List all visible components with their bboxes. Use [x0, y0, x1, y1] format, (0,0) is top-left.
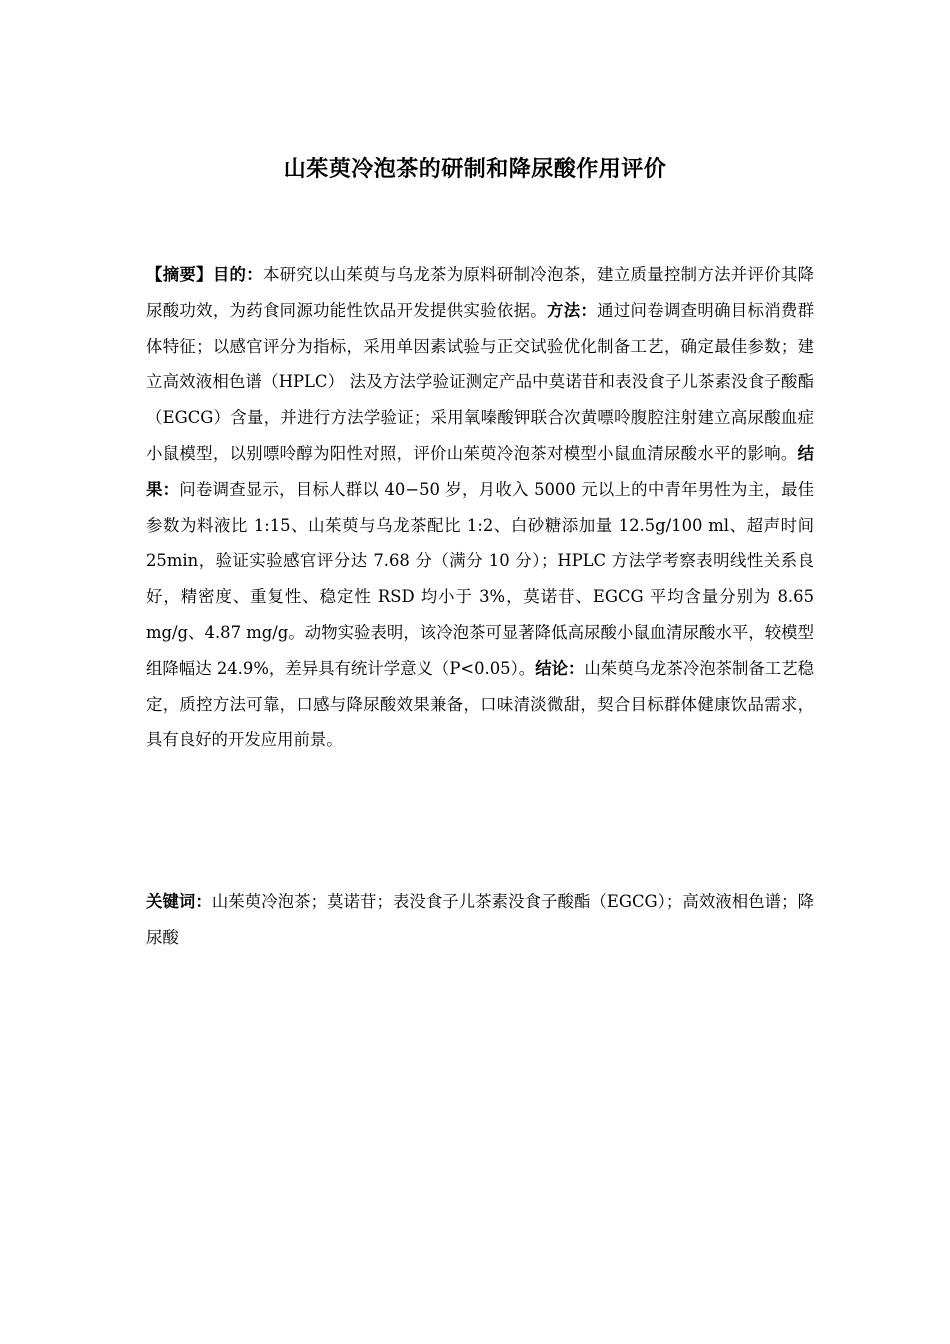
abstract-paragraph [146, 257, 814, 758]
results-text: 问卷调查显示，目标人群以 40−50 岁，月收入 5000 元以上的中青年男性为主，最佳参数为料液比 1:15、山茱萸与乌龙茶配比 1:2、白砂糖添加量 12.5g/100 ml、超声时间 25min，验证实验感官评分达 7.68 分（满分 10 分）；HPLC 方法学考察表明线性关系良好，精密度、重复性、稳定性 RSD 均小于 3%，莫诺苷、EGCG 平均含量分别为 8.65 mg/g、4.87 mg/g。动物实验表明，该冷泡茶可显著降低高尿酸小鼠血清尿酸水平，较模型组降幅达 24.9%，差异具有统计学意义（P<0.05）。 [146, 479, 815, 678]
conclusion-text: 山茱萸乌龙茶冷泡茶制备工艺稳定，质控方法可靠，口感与降尿酸效果兼备，口味清淡微甜，契合目标群体健康饮品需求，具有良好的开发应用前景。 [146, 658, 814, 750]
methods-label: 方法： [547, 300, 598, 320]
paper-title: 山茱萸冷泡茶的研制和降尿酸作用评价 [283, 156, 667, 182]
conclusion-label: 结论： [535, 658, 585, 678]
abstract-label: 【摘要】 [146, 265, 213, 284]
keywords-paragraph [146, 884, 814, 956]
results-label: 结果： [146, 443, 814, 499]
objective-text: 本研究以山茱萸与乌龙茶为原料研制冷泡茶，建立质量控制方法并评价其降尿酸功效，为药食同源功能性饮品开发提供实验依据。 [146, 265, 815, 320]
keywords-text: 山茱萸冷泡茶；莫诺苷；表没食子儿茶素没食子酸酯（EGCG）；高效液相色谱；降尿酸 [146, 892, 814, 947]
keywords-label: 关键词： [146, 892, 212, 911]
objective-label: 目的： [212, 265, 263, 284]
methods-text: 通过问卷调查明确目标消费群体特征；以感官评分为指标，采用单因素试验与正交试验优化制备工艺，确定最佳参数；建立高效液相色谱（HPLC） 法及方法学验证测定产品中莫诺苷和表没食子儿茶素没食子酸酯（EGCG）含量，并进行方法学验证；采用氧嗪酸钾联合次黄嘌呤腹腔注射建立高尿酸血症小鼠模型，以别嘌呤醇为阳性对照，评价山茱萸冷泡茶对模型小鼠血清尿酸水平的影响。 [146, 300, 815, 463]
